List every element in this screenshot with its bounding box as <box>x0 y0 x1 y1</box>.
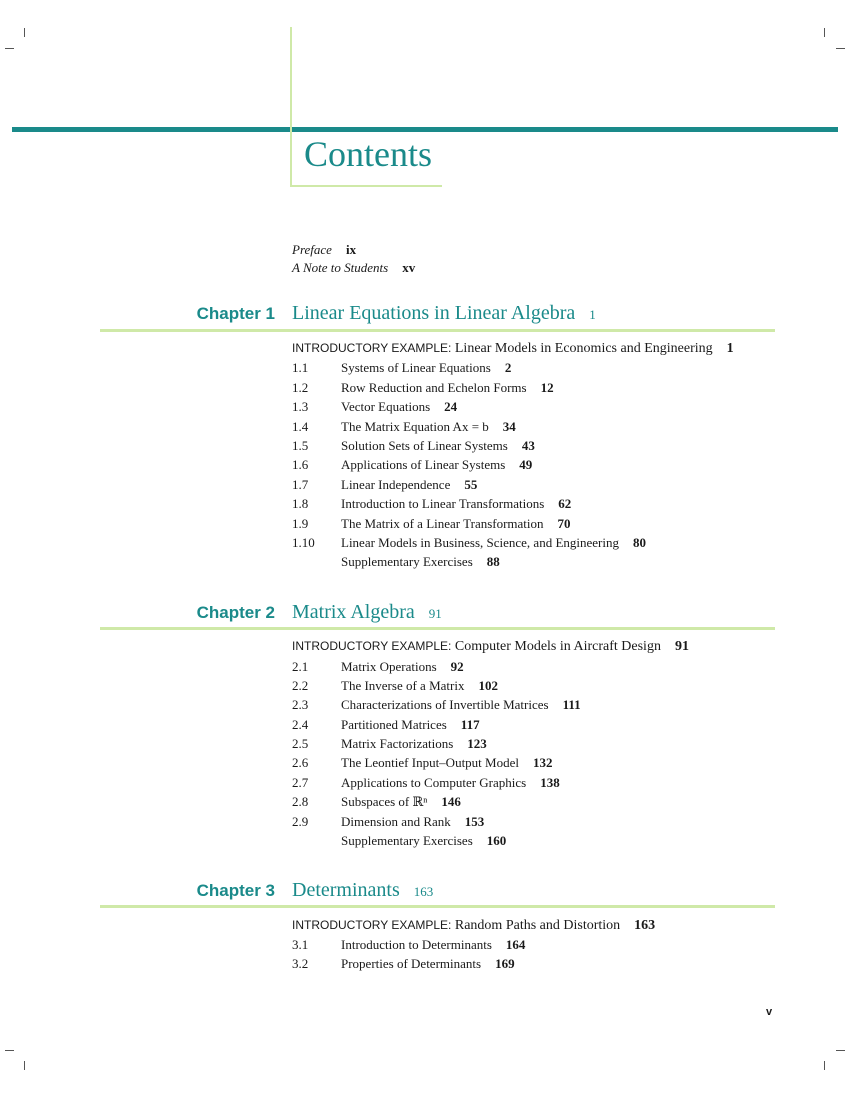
section-title: Systems of Linear Equations <box>341 360 491 375</box>
toc-section[interactable] <box>292 794 461 812</box>
toc-section[interactable] <box>292 457 532 475</box>
entry-page: xv <box>402 260 416 275</box>
section-title: Row Reduction and Echelon Forms <box>341 380 527 395</box>
intro-title: Random Paths and Distortion <box>454 918 621 933</box>
intro-page: 163 <box>634 918 656 933</box>
toc-section[interactable] <box>292 678 498 696</box>
section-title: Subspaces of ℝⁿ <box>341 794 428 809</box>
entry-title: A Note to Students <box>292 260 389 275</box>
section-title: Characterizations of Invertible Matrices <box>341 697 549 712</box>
section-title: Applications of Linear Systems <box>341 457 506 472</box>
section-number: 1.10 <box>292 535 315 550</box>
section-title: Linear Independence <box>341 477 451 492</box>
section-page: 70 <box>557 516 571 531</box>
section-number: 1.1 <box>292 360 309 375</box>
crop-mark <box>836 48 845 49</box>
crop-mark <box>824 28 825 37</box>
intro-label: INTRODUCTORY EXAMPLE: <box>292 341 452 355</box>
toc-section[interactable] <box>292 659 464 677</box>
section-page: 117 <box>460 717 480 732</box>
chapter-page: 163 <box>413 884 434 899</box>
page-title: Contents <box>304 134 433 174</box>
section-number: 1.6 <box>292 457 309 472</box>
toc-section[interactable] <box>292 535 646 553</box>
crop-mark <box>5 1050 14 1051</box>
intro-title: Linear Models in Economics and Engineering <box>454 341 713 356</box>
toc-section[interactable] <box>292 438 535 456</box>
intro-label: INTRODUCTORY EXAMPLE: <box>292 639 452 653</box>
section-number: 2.6 <box>292 755 309 770</box>
chapter-title-text: Determinants <box>292 879 400 901</box>
toc-section[interactable] <box>292 419 516 437</box>
toc-section[interactable] <box>292 937 525 955</box>
toc-section[interactable] <box>292 554 500 572</box>
section-title: The Matrix of a Linear Transformation <box>341 516 544 531</box>
section-page: 146 <box>441 794 461 809</box>
crop-mark <box>824 1061 825 1070</box>
section-title: The Leontief Input–Output Model <box>341 755 519 770</box>
toc-entry-note-to-students[interactable] <box>292 260 415 276</box>
page-number: v <box>766 1006 773 1018</box>
section-page: 92 <box>450 659 464 674</box>
section-number: 2.2 <box>292 678 309 693</box>
section-page: 2 <box>504 360 512 375</box>
title-vertical-rule <box>290 27 292 187</box>
section-number: 1.7 <box>292 477 309 492</box>
section-number: 2.8 <box>292 794 309 809</box>
section-title: Dimension and Rank <box>341 814 451 829</box>
chapter-rule <box>100 329 775 332</box>
section-number: 2.9 <box>292 814 309 829</box>
section-title: The Inverse of a Matrix <box>341 678 465 693</box>
section-title: Introduction to Linear Transformations <box>341 496 545 511</box>
section-title: The Matrix Equation Ax = b <box>341 419 489 434</box>
section-number: 2.4 <box>292 717 309 732</box>
section-number: 2.3 <box>292 697 309 712</box>
chapter-label: Chapter 2 <box>196 603 275 622</box>
toc-section[interactable] <box>292 833 506 851</box>
section-page: 49 <box>519 457 533 472</box>
toc-section[interactable] <box>292 717 480 735</box>
section-title: Vector Equations <box>341 399 431 414</box>
crop-mark <box>836 1050 845 1051</box>
toc-section[interactable] <box>292 956 515 974</box>
section-number: 1.5 <box>292 438 309 453</box>
section-number: 2.1 <box>292 659 309 674</box>
toc-section[interactable] <box>292 360 511 378</box>
chapter-title[interactable] <box>292 879 433 902</box>
section-page: 55 <box>464 477 478 492</box>
introductory-example[interactable] <box>292 639 689 655</box>
toc-section[interactable] <box>292 697 581 715</box>
section-number: 2.5 <box>292 736 309 751</box>
section-page: 43 <box>521 438 535 453</box>
section-number: 1.3 <box>292 399 309 414</box>
section-title: Matrix Factorizations <box>341 736 454 751</box>
toc-section[interactable] <box>292 755 553 773</box>
introductory-example[interactable] <box>292 918 655 934</box>
chapter-label: Chapter 3 <box>196 881 275 900</box>
section-page: 62 <box>558 496 572 511</box>
chapter-title-text: Matrix Algebra <box>292 601 415 623</box>
section-page: 169 <box>495 956 515 971</box>
entry-title: Preface <box>292 242 332 257</box>
section-number: 1.9 <box>292 516 309 531</box>
section-title: Supplementary Exercises <box>341 833 473 848</box>
section-page: 132 <box>533 755 553 770</box>
crop-mark <box>24 1061 25 1070</box>
toc-entry-preface[interactable] <box>292 242 356 258</box>
section-number: 3.1 <box>292 937 309 952</box>
chapter-title[interactable] <box>292 601 442 624</box>
section-page: 12 <box>540 380 554 395</box>
intro-page: 1 <box>726 341 734 356</box>
crop-mark <box>24 28 25 37</box>
entry-page: ix <box>345 242 357 257</box>
section-page: 138 <box>540 775 560 790</box>
toc-section[interactable] <box>292 775 560 793</box>
toc-section[interactable] <box>292 516 571 534</box>
crop-mark <box>5 48 14 49</box>
section-page: 123 <box>467 736 487 751</box>
chapter-rule <box>100 627 775 630</box>
chapter-page: 91 <box>428 606 442 621</box>
chapter-title-text: Linear Equations in Linear Algebra <box>292 302 576 324</box>
section-number: 3.2 <box>292 956 309 971</box>
toc-section[interactable] <box>292 814 484 832</box>
chapter-rule <box>100 905 775 908</box>
intro-title: Computer Models in Aircraft Design <box>454 639 661 654</box>
intro-label: INTRODUCTORY EXAMPLE: <box>292 918 452 932</box>
section-page: 88 <box>486 554 500 569</box>
section-title: Introduction to Determinants <box>341 937 492 952</box>
section-number: 1.2 <box>292 380 309 395</box>
section-number: 2.7 <box>292 775 309 790</box>
toc-section[interactable] <box>292 736 487 754</box>
header-teal-bar <box>12 127 838 132</box>
section-page: 153 <box>464 814 485 829</box>
section-title: Linear Models in Business, Science, and Engineering <box>341 535 619 550</box>
section-title: Matrix Operations <box>341 659 437 674</box>
chapter-page: 1 <box>589 307 596 322</box>
section-page: 111 <box>562 697 581 712</box>
section-title: Supplementary Exercises <box>341 554 473 569</box>
section-page: 24 <box>444 399 458 414</box>
introductory-example[interactable] <box>292 341 734 357</box>
title-underline-rule <box>290 185 442 187</box>
section-number: 1.4 <box>292 419 309 434</box>
section-page: 102 <box>478 678 498 693</box>
section-title: Properties of Determinants <box>341 956 482 971</box>
section-page: 34 <box>502 419 516 434</box>
chapter-title[interactable] <box>292 302 596 325</box>
toc-section[interactable] <box>292 399 457 417</box>
intro-page: 91 <box>674 639 689 654</box>
section-page: 164 <box>505 937 526 952</box>
toc-section[interactable] <box>292 477 477 495</box>
section-number: 1.8 <box>292 496 309 511</box>
toc-section[interactable] <box>292 380 554 398</box>
chapter-label: Chapter 1 <box>196 304 275 323</box>
section-page: 80 <box>633 535 646 550</box>
toc-section[interactable] <box>292 496 571 514</box>
section-title: Applications to Computer Graphics <box>341 775 527 790</box>
section-title: Partitioned Matrices <box>341 717 447 732</box>
section-page: 160 <box>486 833 507 848</box>
section-title: Solution Sets of Linear Systems <box>341 438 508 453</box>
